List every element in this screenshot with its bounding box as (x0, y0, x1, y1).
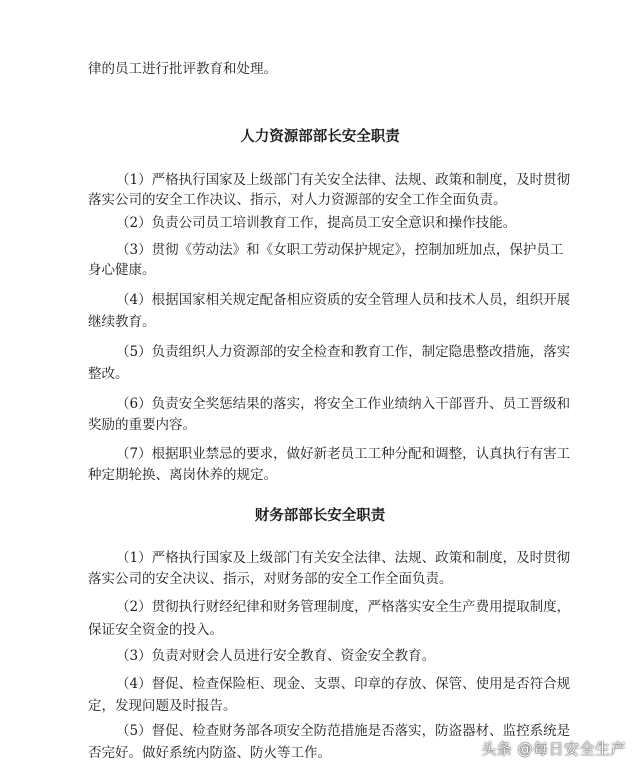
finance-line-8: （5）督促、检查财务部各项安全防范措施是否落实，防盗器材、监控系统是 (116, 723, 571, 739)
watermark (481, 738, 626, 759)
hr-line-13: 种定期轮换、离岗休养的规定。 (88, 467, 277, 483)
hr-line-4: （3）贯彻《劳动法》和《女职工劳动保护规定》，控制加班加点，保护员工 (116, 242, 564, 258)
hr-line-6: （4）根据国家相关规定配备相应资质的安全管理人员和技术人员，组织开展 (116, 292, 571, 308)
hr-line-3: （2）负责公司员工培训教育工作，提高员工安全意识和操作技能。 (116, 215, 517, 231)
finance-line-5: （3）负责对财会人员进行安全教育、资金安全教育。 (116, 648, 436, 664)
hr-line-2: 落实公司的安全工作决议、指示，对人力资源部的安全工作全面负责。 (88, 192, 507, 208)
intro-line: 律的员工进行批评教育和处理。 (88, 61, 277, 77)
hr-line-5: 身心健康。 (88, 262, 156, 278)
hr-line-9: 整改。 (88, 366, 129, 382)
finance-line-7: 定，发现问题及时报告。 (88, 698, 237, 714)
hr-line-1: （1）严格执行国家及上级部门有关安全法律、法规、政策和制度，及时贯彻 (116, 172, 571, 188)
finance-line-3: （2）贯彻执行财经纪律和财务管理制度，严格落实安全生产费用提取制度， (116, 599, 571, 615)
finance-line-1: （1）严格执行国家及上级部门有关安全法律、法规、政策和制度，及时贯彻 (116, 550, 571, 566)
hr-section-title: 人力资源部部长安全职责 (240, 129, 400, 145)
watermark-text: 头条 @每日安全生产 (481, 740, 626, 758)
hr-line-8: （5）负责组织人力资源部的安全检查和教育工作，制定隐患整改措施，落实 (116, 344, 571, 360)
finance-line-2: 落实公司的安全决议、指示，对财务部的安全工作全面负责。 (88, 571, 453, 587)
hr-line-12: （7）根据职业禁忌的要求，做好新老员工工种分配和调整，认真执行有害工 (116, 446, 571, 462)
hr-line-11: 奖励的重要内容。 (88, 417, 196, 433)
finance-line-9: 否完好。做好系统内防盗、防火等工作。 (88, 745, 331, 761)
finance-line-4: 保证安全资金的投入。 (88, 622, 223, 638)
finance-section-title: 财务部部长安全职责 (254, 508, 386, 524)
hr-line-7: 继续教育。 (88, 314, 156, 330)
finance-line-6: （4）督促、检查保险柜、现金、支票、印章的存放、保管、使用是否符合规 (116, 676, 571, 692)
hr-line-10: （6）负责安全奖惩结果的落实，将安全工作业绩纳入干部晋升、员工晋级和 (116, 396, 571, 412)
